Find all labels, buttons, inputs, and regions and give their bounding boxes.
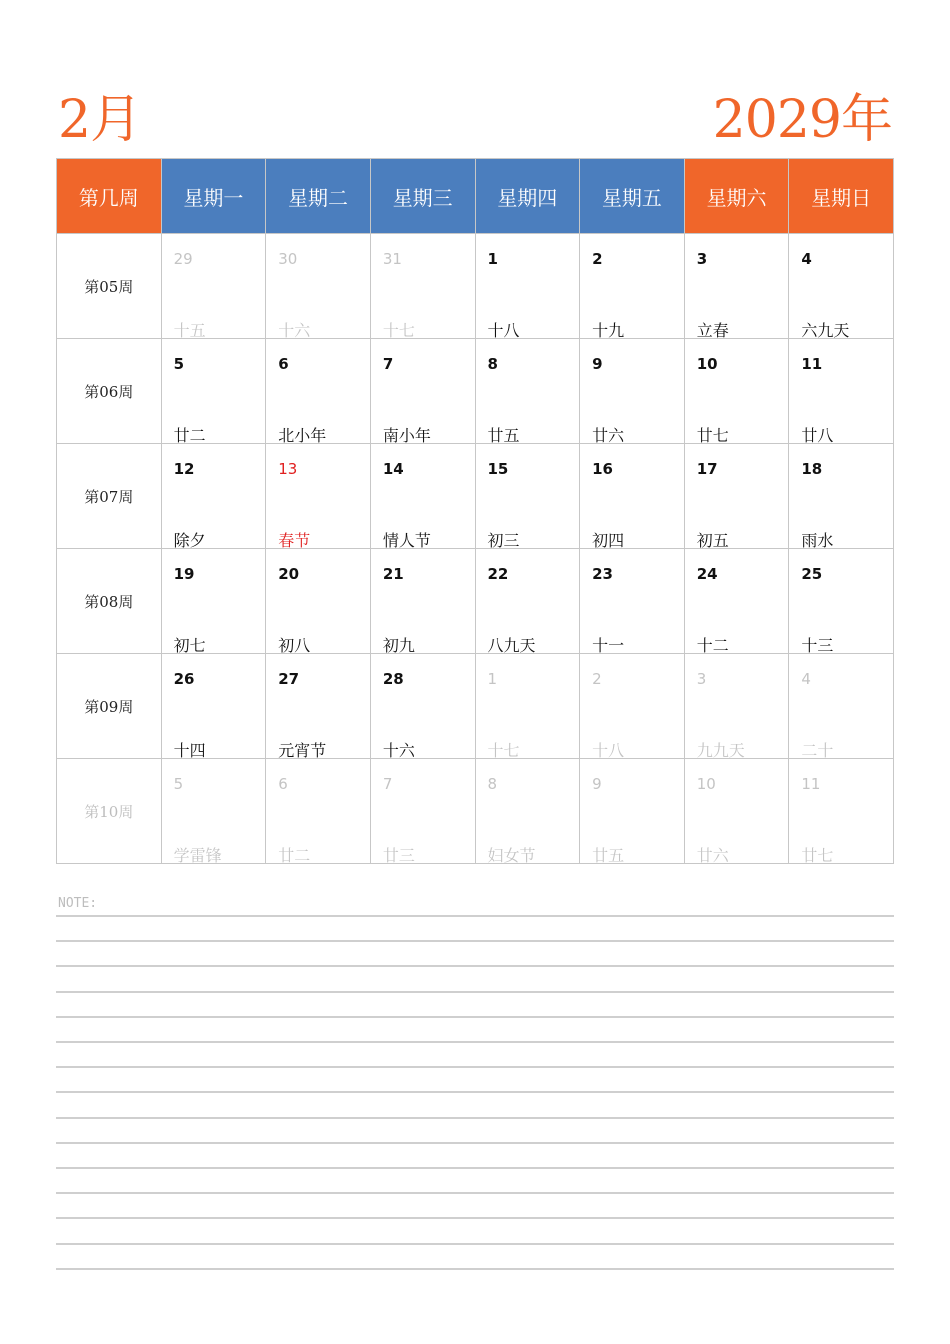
lunar-date: 初四 bbox=[592, 531, 625, 550]
day-number: 11 bbox=[801, 355, 823, 373]
day-number: 6 bbox=[278, 775, 288, 793]
day-number: 24 bbox=[696, 565, 718, 583]
lunar-date: 十四 bbox=[173, 741, 206, 760]
lunar-date: 十七 bbox=[382, 321, 415, 340]
day-number: 29 bbox=[173, 250, 193, 268]
day-number: 4 bbox=[801, 250, 812, 268]
day-cell[interactable] bbox=[370, 444, 475, 549]
day-number: 2 bbox=[592, 250, 603, 268]
day-number: 2 bbox=[592, 670, 602, 688]
day-number: 21 bbox=[382, 565, 404, 583]
lunar-date: 六九天 bbox=[801, 321, 850, 340]
week-row bbox=[57, 339, 894, 444]
lunar-date: 廿二 bbox=[278, 846, 311, 865]
day-cell[interactable] bbox=[161, 654, 266, 759]
day-cell[interactable] bbox=[789, 234, 894, 339]
note-line bbox=[56, 1142, 894, 1144]
day-number: 7 bbox=[382, 355, 394, 373]
note-line bbox=[56, 991, 894, 993]
day-cell[interactable] bbox=[161, 339, 266, 444]
day-cell[interactable] bbox=[684, 654, 789, 759]
day-cell[interactable] bbox=[580, 444, 685, 549]
header-monday: 星期一 bbox=[161, 159, 266, 234]
week-number-cell: 第10周 bbox=[57, 759, 162, 864]
day-number: 28 bbox=[382, 670, 404, 688]
day-number: 12 bbox=[173, 460, 195, 478]
day-number: 5 bbox=[173, 355, 185, 373]
header-sunday: 星期日 bbox=[789, 159, 894, 234]
day-cell[interactable] bbox=[266, 234, 371, 339]
day-number: 15 bbox=[487, 460, 509, 478]
lunar-date: 十七 bbox=[487, 741, 520, 760]
day-number: 25 bbox=[801, 565, 823, 583]
lunar-date: 春节 bbox=[278, 531, 311, 550]
header-friday: 星期五 bbox=[580, 159, 685, 234]
header-week-number: 第几周 bbox=[57, 159, 162, 234]
note-line bbox=[56, 1167, 894, 1169]
day-number: 10 bbox=[696, 355, 718, 373]
week-number-cell: 第09周 bbox=[57, 654, 162, 759]
week-number-cell: 第06周 bbox=[57, 339, 162, 444]
day-number: 4 bbox=[801, 670, 811, 688]
lunar-date: 十六 bbox=[382, 741, 415, 760]
lunar-date: 学雷锋 bbox=[173, 846, 222, 865]
lunar-date: 十三 bbox=[801, 636, 834, 655]
weekday-header-row bbox=[57, 159, 894, 234]
day-number: 6 bbox=[278, 355, 289, 373]
day-cell[interactable] bbox=[580, 234, 685, 339]
day-number: 13 bbox=[278, 460, 298, 478]
day-number: 22 bbox=[487, 565, 509, 583]
lunar-date: 廿七 bbox=[801, 846, 834, 865]
note-line bbox=[56, 940, 894, 942]
lunar-date: 廿七 bbox=[696, 426, 729, 445]
note-line bbox=[56, 1091, 894, 1093]
day-number: 9 bbox=[592, 775, 602, 793]
day-cell[interactable] bbox=[266, 549, 371, 654]
day-number: 30 bbox=[278, 250, 298, 268]
lunar-date: 九九天 bbox=[696, 741, 745, 760]
day-cell[interactable] bbox=[161, 759, 266, 864]
lunar-date: 北小年 bbox=[278, 426, 327, 445]
lunar-date: 廿五 bbox=[592, 846, 625, 865]
day-cell[interactable] bbox=[266, 654, 371, 759]
week-row bbox=[57, 759, 894, 864]
lunar-date: 雨水 bbox=[801, 531, 834, 550]
day-cell[interactable] bbox=[161, 444, 266, 549]
note-line bbox=[56, 1041, 894, 1043]
day-number: 3 bbox=[696, 250, 708, 268]
day-cell[interactable] bbox=[370, 234, 475, 339]
week-number-cell: 第08周 bbox=[57, 549, 162, 654]
day-cell[interactable] bbox=[370, 759, 475, 864]
lunar-date: 廿三 bbox=[382, 846, 415, 865]
week-row bbox=[57, 654, 894, 759]
lunar-date: 妇女节 bbox=[487, 846, 536, 865]
day-cell[interactable] bbox=[475, 339, 580, 444]
day-number: 18 bbox=[801, 460, 823, 478]
lunar-date: 初三 bbox=[487, 531, 520, 550]
day-number: 27 bbox=[278, 670, 300, 688]
day-cell[interactable] bbox=[684, 549, 789, 654]
day-cell[interactable] bbox=[161, 549, 266, 654]
day-number: 31 bbox=[382, 250, 402, 268]
note-line bbox=[56, 1016, 894, 1018]
lunar-date: 除夕 bbox=[173, 531, 206, 550]
header-thursday: 星期四 bbox=[475, 159, 580, 234]
lunar-date: 初八 bbox=[278, 636, 311, 655]
header-wednesday: 星期三 bbox=[370, 159, 475, 234]
lunar-date: 八九天 bbox=[487, 636, 536, 655]
calendar-grid bbox=[56, 158, 894, 864]
lunar-date: 十二 bbox=[696, 636, 729, 655]
day-cell[interactable] bbox=[684, 759, 789, 864]
lunar-date: 二十 bbox=[801, 741, 834, 760]
day-cell[interactable] bbox=[580, 339, 685, 444]
day-number: 1 bbox=[487, 670, 498, 688]
day-number: 26 bbox=[173, 670, 195, 688]
lunar-date: 初五 bbox=[696, 531, 729, 550]
note-line bbox=[56, 965, 894, 967]
week-row bbox=[57, 234, 894, 339]
day-number: 9 bbox=[592, 355, 603, 373]
day-cell[interactable] bbox=[789, 759, 894, 864]
day-cell[interactable] bbox=[161, 234, 266, 339]
week-number-cell: 第07周 bbox=[57, 444, 162, 549]
year-title: 2029年 bbox=[712, 90, 892, 150]
day-cell[interactable] bbox=[266, 444, 371, 549]
day-cell[interactable] bbox=[684, 339, 789, 444]
lunar-date: 十一 bbox=[592, 636, 625, 655]
week-row bbox=[57, 549, 894, 654]
week-number-cell: 第05周 bbox=[57, 234, 162, 339]
day-cell[interactable] bbox=[370, 654, 475, 759]
day-number: 10 bbox=[696, 775, 716, 793]
lunar-date: 廿五 bbox=[487, 426, 520, 445]
day-number: 8 bbox=[487, 775, 498, 793]
note-line bbox=[56, 1117, 894, 1119]
day-number: 20 bbox=[278, 565, 300, 583]
day-number: 11 bbox=[801, 775, 821, 793]
lunar-date: 南小年 bbox=[382, 426, 431, 445]
day-number: 3 bbox=[696, 670, 707, 688]
lunar-date: 情人节 bbox=[382, 531, 431, 550]
lunar-date: 廿六 bbox=[592, 426, 625, 445]
day-number: 8 bbox=[487, 355, 498, 373]
day-cell[interactable] bbox=[789, 444, 894, 549]
day-cell[interactable] bbox=[789, 549, 894, 654]
day-cell[interactable] bbox=[266, 339, 371, 444]
header-saturday: 星期六 bbox=[684, 159, 789, 234]
lunar-date: 十九 bbox=[592, 321, 625, 340]
note-label: NOTE: bbox=[58, 896, 98, 911]
day-number: 1 bbox=[487, 250, 498, 268]
lunar-date: 十五 bbox=[173, 321, 206, 340]
day-number: 16 bbox=[592, 460, 613, 478]
note-line bbox=[56, 915, 894, 917]
day-cell[interactable] bbox=[580, 654, 685, 759]
day-cell[interactable] bbox=[475, 549, 580, 654]
day-cell[interactable] bbox=[475, 654, 580, 759]
day-cell[interactable] bbox=[684, 234, 789, 339]
note-line bbox=[56, 1243, 894, 1245]
day-number: 7 bbox=[382, 775, 393, 793]
day-cell[interactable] bbox=[475, 234, 580, 339]
note-line bbox=[56, 1268, 894, 1270]
day-cell[interactable] bbox=[475, 444, 580, 549]
day-cell[interactable] bbox=[370, 339, 475, 444]
day-number: 5 bbox=[173, 775, 184, 793]
lunar-date: 廿八 bbox=[801, 426, 834, 445]
note-line bbox=[56, 1066, 894, 1068]
lunar-date: 十八 bbox=[592, 741, 625, 760]
day-cell[interactable] bbox=[266, 759, 371, 864]
lunar-date: 立春 bbox=[696, 321, 729, 340]
lunar-date: 十八 bbox=[487, 321, 520, 340]
day-number: 23 bbox=[592, 565, 613, 583]
day-cell[interactable] bbox=[580, 549, 685, 654]
day-cell[interactable] bbox=[475, 759, 580, 864]
day-number: 14 bbox=[382, 460, 404, 478]
day-cell[interactable] bbox=[370, 549, 475, 654]
week-row bbox=[57, 444, 894, 549]
day-cell[interactable] bbox=[789, 339, 894, 444]
day-cell[interactable] bbox=[684, 444, 789, 549]
lunar-date: 十六 bbox=[278, 321, 311, 340]
header-tuesday: 星期二 bbox=[266, 159, 371, 234]
note-line bbox=[56, 1217, 894, 1219]
lunar-date: 初九 bbox=[382, 636, 415, 655]
lunar-date: 初七 bbox=[173, 636, 206, 655]
day-number: 19 bbox=[173, 565, 195, 583]
lunar-date: 元宵节 bbox=[278, 741, 327, 760]
lunar-date: 廿六 bbox=[696, 846, 729, 865]
month-title: 2月 bbox=[58, 90, 142, 150]
day-number: 17 bbox=[696, 460, 718, 478]
day-cell[interactable] bbox=[789, 654, 894, 759]
day-cell[interactable] bbox=[580, 759, 685, 864]
lunar-date: 廿二 bbox=[173, 426, 206, 445]
note-line bbox=[56, 1192, 894, 1194]
